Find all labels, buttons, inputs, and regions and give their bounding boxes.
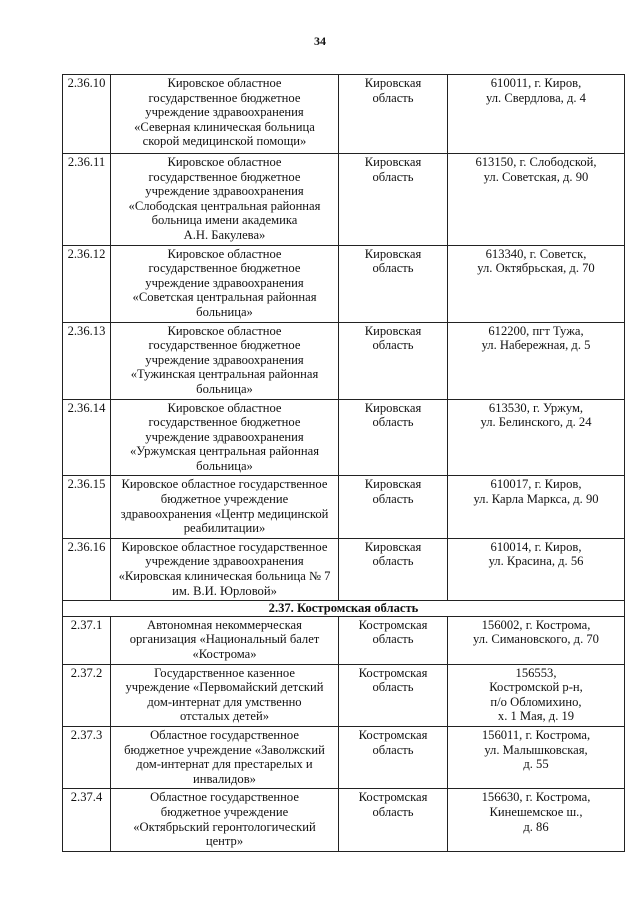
row-number: 2.36.15 (63, 476, 111, 538)
address (448, 322, 625, 399)
row-number: 2.37.3 (63, 726, 111, 788)
organization-name-line: здравоохранения «Центр медицинской (120, 506, 329, 521)
address-line: 613150, г. Слободской, (475, 155, 597, 169)
address (448, 245, 625, 322)
organization-name-line: больница» (196, 458, 253, 473)
organization-name (111, 789, 339, 851)
region-name-line: Кировская (364, 76, 422, 90)
region-name-line: Кировская (364, 400, 422, 415)
page-number: 34 (314, 34, 326, 48)
organization-name-line: «Кострома» (192, 647, 257, 661)
organization-name-line: больница имени академика (151, 213, 298, 228)
address (448, 154, 625, 246)
organization-name-line: учреждение здравоохранения (145, 429, 304, 444)
row-number: 2.36.10 (63, 75, 111, 154)
organization-name-line: Кировское областное государственное (121, 539, 328, 554)
table-row (63, 75, 625, 154)
table-row (63, 726, 625, 788)
table-row (63, 322, 625, 399)
organization-name-line: учреждение здравоохранения (145, 554, 304, 569)
organization-name (111, 322, 339, 399)
table-row (63, 538, 625, 600)
address-line: д. 55 (523, 757, 549, 772)
address-line: ул. Советская, д. 90 (483, 169, 589, 184)
row-number: 2.36.16 (63, 538, 111, 600)
region-name (339, 789, 448, 851)
organization-name-line: больница» (196, 304, 253, 319)
organization-name-line: Кировское областное государственное (121, 477, 328, 492)
region-name (339, 476, 448, 538)
address-line: ул. Малышковская, (484, 742, 588, 757)
address-line: 612200, пгт Тужа, (488, 323, 584, 338)
row-number: 2.37.2 (63, 664, 111, 726)
address-line: ул. Октябрьская, д. 70 (477, 261, 595, 276)
organization-name (111, 476, 339, 538)
address-line: д. 86 (523, 819, 549, 834)
organization-name-line: дом-интернат для престарелых и (136, 757, 313, 772)
row-number: 2.37.4 (63, 789, 111, 851)
address (448, 789, 625, 851)
address (448, 664, 625, 726)
table-row (63, 399, 625, 476)
address-line: 156002, г. Кострома, (481, 617, 591, 632)
region-name-line: область (372, 415, 414, 430)
region-name-line: область (372, 90, 414, 105)
address (448, 476, 625, 538)
organization-name-line: Государственное казенное (154, 665, 295, 680)
organization-name-line: учреждение «Первомайский детский (125, 680, 324, 695)
address-line: 156011, г. Кострома, (481, 727, 591, 742)
organization-name-line: учреждение здравоохранения (145, 184, 304, 199)
address-line: п/о Обломихино, (490, 694, 582, 709)
organization-name-line: государственное бюджетное (148, 415, 301, 430)
row-number: 2.36.14 (63, 399, 111, 476)
organization-name-line: отсталых детей» (179, 709, 270, 724)
region-name-line: область (372, 804, 414, 819)
address-line: Костромской р-н, (489, 680, 583, 695)
organization-name-line: им. В.И. Юрловой» (172, 583, 277, 598)
address (448, 726, 625, 788)
address (448, 75, 625, 154)
organization-name-line: инвалидов» (193, 771, 256, 786)
organization-name-line: учреждение здравоохранения (145, 352, 304, 367)
organization-name-line: А.Н. Бакулева» (183, 227, 266, 242)
address-line: х. 1 Мая, д. 19 (497, 709, 575, 724)
organization-name (111, 538, 339, 600)
region-name-line: Кировская (364, 539, 422, 554)
organization-name-line: организация «Национальный балет (129, 632, 320, 647)
organization-name-line: государственное бюджетное (148, 261, 301, 276)
organization-name-line: Кировское областное (167, 155, 282, 169)
region-name (339, 664, 448, 726)
table-row (63, 664, 625, 726)
address-line: ул. Красина, д. 56 (488, 554, 584, 569)
organization-name-line: бюджетное учреждение «Заволжский (124, 742, 325, 757)
organization-name-line: бюджетное учреждение (160, 492, 289, 507)
address-line: ул. Карла Маркса, д. 90 (473, 492, 599, 507)
organization-name-line: больница» (196, 381, 253, 396)
organization-name (111, 399, 339, 476)
organization-name-line: Кировское областное (167, 323, 282, 338)
region-name-line: область (372, 554, 414, 569)
region-name-line: Костромская (358, 617, 428, 632)
address-line: 613340, г. Советск, (485, 246, 587, 261)
row-number: 2.36.13 (63, 322, 111, 399)
address-line: 156553, (515, 665, 557, 680)
address-line: ул. Свердлова, д. 4 (486, 90, 586, 105)
address (448, 538, 625, 600)
organization-name (111, 664, 339, 726)
row-number: 2.36.12 (63, 245, 111, 322)
region-name-line: область (372, 169, 414, 184)
region-name-line: Кировская (364, 155, 422, 169)
region-name-line: область (372, 742, 414, 757)
region-name-line: область (372, 632, 414, 647)
region-name (339, 399, 448, 476)
organization-name-line: «Слободская центральная районная (128, 198, 321, 213)
organization-name-line: Кировское областное (167, 76, 282, 90)
table-row (63, 476, 625, 538)
region-name (339, 726, 448, 788)
address-line: ул. Набережная, д. 5 (481, 338, 591, 353)
organization-name (111, 245, 339, 322)
region-name-line: Костромская (358, 727, 428, 742)
organization-name-line: «Тужинская центральная районная (130, 367, 319, 382)
address-line: 613530, г. Уржум, (488, 400, 584, 415)
table-row (63, 154, 625, 246)
organization-name-line: Кировское областное (167, 400, 282, 415)
region-name (339, 245, 448, 322)
organization-name-line: дом-интернат для умственно (147, 694, 302, 709)
organization-name-line: «Северная клиническая больница (134, 119, 315, 134)
region-name-line: Костромская (358, 665, 428, 680)
table-row (63, 789, 625, 851)
table-row (63, 616, 625, 664)
region-name (339, 75, 448, 154)
organization-name-line: Областное государственное (150, 790, 299, 805)
section-header-row (63, 601, 625, 617)
region-name (339, 538, 448, 600)
organization-name-line: «Октябрьский геронтологический (133, 819, 316, 834)
organization-name-line: «Кировская клиническая больница № 7 (118, 569, 331, 584)
region-name-line: область (372, 492, 414, 507)
organization-name-line: государственное бюджетное (148, 169, 301, 184)
region-name (339, 322, 448, 399)
address-line: ул. Белинского, д. 24 (480, 415, 592, 430)
organization-name-line: государственное бюджетное (148, 90, 301, 105)
region-name-line: Кировская (364, 323, 422, 338)
table-row (63, 245, 625, 322)
organization-name-line: Кировское областное (167, 246, 282, 261)
address-line: 610014, г. Киров, (490, 539, 582, 554)
region-name-line: область (372, 338, 414, 353)
region-name-line: область (372, 680, 414, 695)
address-line: ул. Симановского, д. 70 (473, 632, 599, 647)
organization-name (111, 616, 339, 664)
region-name-line: Кировская (364, 477, 422, 492)
region-name-line: область (372, 261, 414, 276)
registry-table (62, 74, 625, 852)
address-line: 156630, г. Кострома, (481, 790, 591, 805)
region-name (339, 154, 448, 246)
address (448, 399, 625, 476)
address-line: Кинешемское ш., (489, 804, 583, 819)
organization-name-line: Автономная некоммерческая (147, 617, 302, 632)
section-title: 2.37. Костромская область (63, 601, 625, 617)
organization-name-line: бюджетное учреждение (160, 804, 289, 819)
address-line: 610017, г. Киров, (490, 477, 582, 492)
region-name (339, 616, 448, 664)
organization-name-line: реабилитации» (183, 521, 266, 536)
region-name-line: Костромская (358, 790, 428, 805)
organization-name-line: центр» (205, 834, 244, 849)
organization-name-line: «Советская центральная районная (132, 290, 317, 305)
organization-name-line: государственное бюджетное (148, 338, 301, 353)
organization-name-line: Областное государственное (150, 727, 299, 742)
region-name-line: Кировская (364, 246, 422, 261)
organization-name (111, 154, 339, 246)
row-number: 2.36.11 (63, 154, 111, 246)
row-number: 2.37.1 (63, 616, 111, 664)
organization-name-line: учреждение здравоохранения (145, 105, 304, 120)
organization-name (111, 726, 339, 788)
address-line: 610011, г. Киров, (490, 76, 582, 90)
organization-name-line: «Уржумская центральная районная (129, 444, 320, 459)
organization-name-line: учреждение здравоохранения (145, 275, 304, 290)
registry-table-body (63, 75, 625, 852)
organization-name (111, 75, 339, 154)
address (448, 616, 625, 664)
organization-name-line: скорой медицинской помощи» (142, 134, 307, 149)
